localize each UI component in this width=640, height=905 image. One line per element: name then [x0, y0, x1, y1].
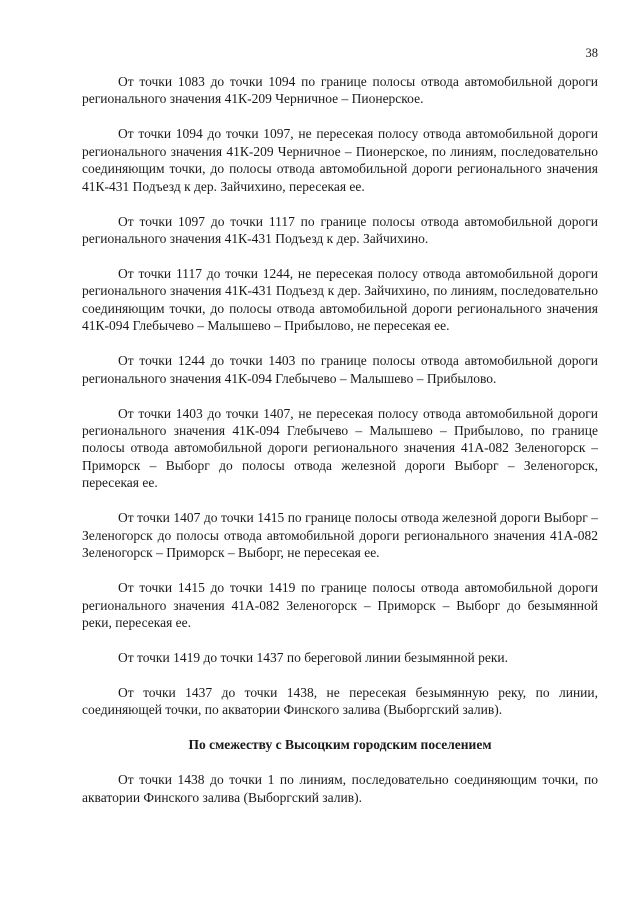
paragraph: От точки 1438 до точки 1 по линиям, последовательно соединяющим точки, по акватории Финского залива (Выборгский залив). — [82, 772, 598, 805]
paragraph: От точки 1094 до точки 1097, не пересекая полосу отвода автомобильной дороги регионального значения 41К-209 Черничное – Пионерское, по линиям, последовательно соединяющим точки, до полосы отвода автомобильной дороги регионального значения 41К-431 Подъезд к дер. Зайчихино, пересекая ее. — [82, 126, 598, 194]
paragraph: От точки 1437 до точки 1438, не пересекая безымянную реку, по линии, соединяющей точки, по акватории Финского залива (Выборгский залив). — [82, 684, 598, 718]
paragraph: От точки 1419 до точки 1437 по береговой линии безымянной реки. — [118, 649, 508, 665]
document-body — [82, 73, 598, 824]
paragraph: От точки 1403 до точки 1407, не пересекая полосу отвода автомобильной дороги регионального значения 41К-094 Глебычево – Малышево – Прибылово, по границе полосы отвода автомобильной дороги регионального значения 41А-082 Зеленогорск – Приморск – Выборг до полосы отвода железной дороги Выборг – Зеленогорск, пересекая ее. — [82, 405, 598, 491]
paragraph: От точки 1083 до точки 1094 по границе полосы отвода автомобильной дороги регионального значения 41К-209 Черничное – Пионерское. — [82, 74, 598, 107]
paragraph: От точки 1097 до точки 1117 по границе полосы отвода автомобильной дороги регионального значения 41К-431 Подъезд к дер. Зайчихино. — [82, 213, 598, 247]
paragraph: От точки 1117 до точки 1244, не пересекая полосу отвода автомобильной дороги регионального значения 41К-431 Подъезд к дер. Зайчихино, по линиям, последовательно соединяющим точки, до полосы отвода автомобильной дороги регионального значения 41К-094 Глебычево – Малышево – Прибылово, не пересекая ее. — [82, 266, 598, 334]
paragraph: От точки 1244 до точки 1403 по границе полосы отвода автомобильной дороги регионального значения 41К-094 Глебычево – Малышево – Прибылово. — [82, 353, 598, 386]
paragraph: От точки 1407 до точки 1415 по границе полосы отвода железной дороги Выборг – Зеленогорск до полосы отвода автомобильной дороги регионального значения 41А-082 Зеленогорск – Приморск – Выборг, не пересекая ее. — [82, 510, 598, 561]
page-number: 38 — [585, 46, 598, 60]
section-heading: По смежеству с Высоцким городским поселением — [188, 737, 492, 753]
paragraph: От точки 1415 до точки 1419 по границе полосы отвода автомобильной дороги регионального значения 41А-082 Зеленогорск – Приморск – Выборг до безымянной реки, пересекая ее. — [82, 580, 598, 630]
